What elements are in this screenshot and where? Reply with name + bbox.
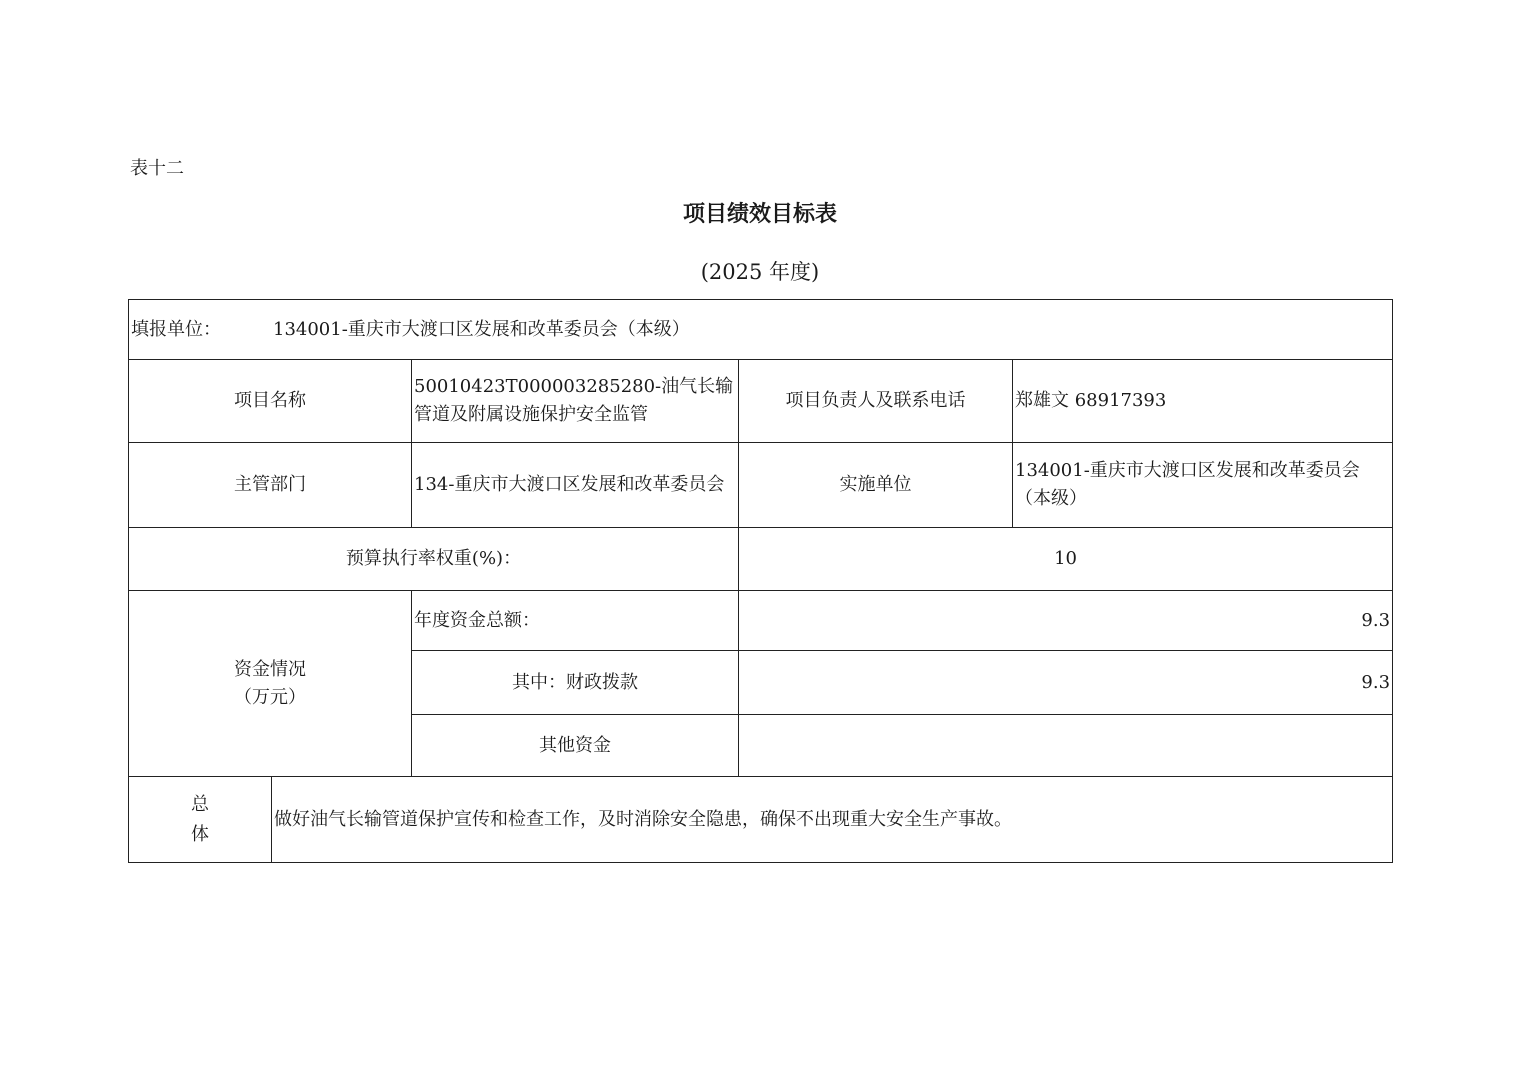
performance-form (128, 299, 1392, 863)
fund-situation-label (129, 591, 412, 777)
contact-value: 郑雄文 68917393 (1013, 360, 1393, 443)
fund-situation-label-line1: 资金情况 (234, 658, 306, 680)
contact-label: 项目负责人及联系电话 (739, 360, 1013, 443)
document-year: (2025 年度) (700, 260, 820, 284)
fund-fiscal-label: 其中：财政拨款 (412, 651, 739, 715)
implementing-unit-label: 实施单位 (739, 443, 1013, 528)
fund-situation-label-line2: （万元） (234, 686, 306, 708)
document-title: 项目绩效目标表 (682, 201, 837, 227)
fund-other-value (739, 715, 1393, 777)
overall-goal-label (129, 777, 272, 863)
execution-rate-row (129, 528, 1393, 591)
reporting-unit-value: 134001-重庆市大渡口区发展和改革委员会（本级） (273, 318, 690, 340)
department-value: 134-重庆市大渡口区发展和改革委员会 (412, 443, 739, 528)
table-number: 表十二 (130, 158, 184, 179)
project-name-value: 50010423T000003285280-油气长输管道及附属设施保护安全监管 (412, 360, 739, 443)
execution-rate-label: 预算执行率权重(%)： (129, 528, 739, 591)
project-name-row (129, 360, 1393, 443)
department-label: 主管部门 (129, 443, 412, 528)
execution-rate-value: 10 (739, 528, 1393, 591)
overall-goal-value: 做好油气长输管道保护宣传和检查工作，及时消除安全隐患，确保不出现重大安全生产事故。 (272, 777, 1393, 863)
reporting-unit-row (129, 300, 1393, 360)
implementing-unit-value: 134001-重庆市大渡口区发展和改革委员会（本级） (1013, 443, 1393, 528)
overall-goal-row (129, 777, 1393, 863)
overall-goal-label-char2: 体 (191, 823, 209, 845)
department-row (129, 443, 1393, 528)
fund-total-row (129, 591, 1393, 651)
fund-total-value: 9.3 (739, 591, 1393, 651)
fund-fiscal-value: 9.3 (739, 651, 1393, 715)
fund-other-label: 其他资金 (412, 715, 739, 777)
reporting-unit-cell (129, 300, 1393, 360)
performance-table (128, 299, 1393, 863)
overall-goal-label-char1: 总 (191, 793, 209, 815)
fund-total-label: 年度资金总额： (412, 591, 739, 651)
reporting-unit-label: 填报单位： (131, 318, 221, 340)
project-name-label: 项目名称 (129, 360, 412, 443)
